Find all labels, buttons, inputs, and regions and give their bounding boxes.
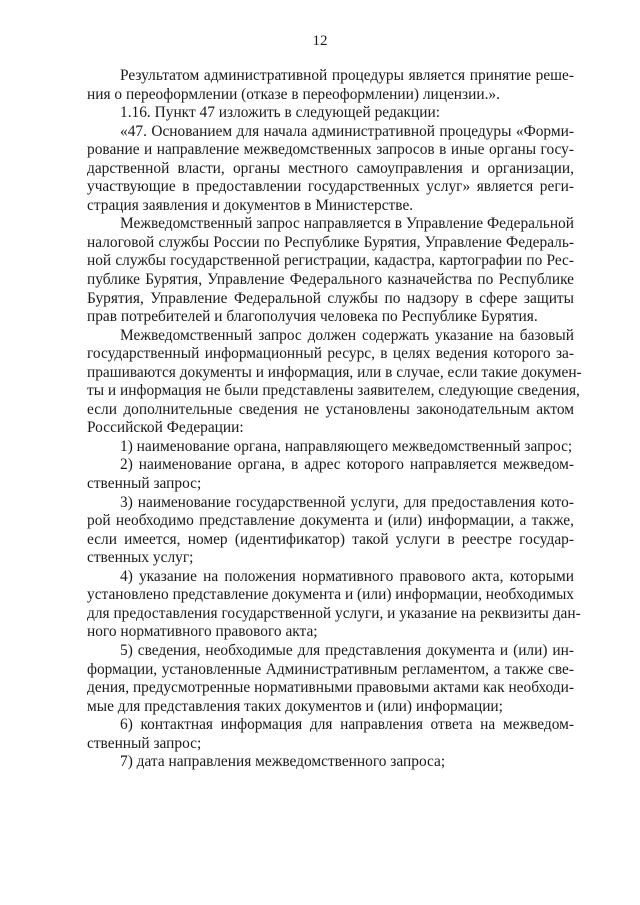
- text-line: установлено представление документа и (или) информации, необходимых: [87, 586, 574, 604]
- text-line: ственный запрос;: [87, 475, 202, 493]
- text-line: Бурятия, Управление Федеральной службы по надзору в сфере защиты: [87, 289, 574, 307]
- text-line: 7) дата направления межведомственного запроса;: [120, 753, 446, 771]
- text-line: 1) наименование органа, направляющего межведомственный запрос;: [120, 437, 573, 455]
- text-line: если имеется, номер (идентификатор) такой услуги в реестре государ-: [87, 530, 574, 548]
- text-line: формации, установленные Административным регламентом, а также све-: [87, 660, 574, 678]
- paragraph: [87, 716, 574, 753]
- text-line: ного нормативного правового акта;: [87, 623, 318, 641]
- body-text: [87, 67, 582, 772]
- text-line: дения, предусмотренные нормативными правовыми актами как необходи-: [87, 679, 574, 697]
- paragraph: [87, 215, 574, 326]
- text-line: 5) сведения, необходимые для представления документа и (или) ин-: [120, 641, 574, 659]
- text-line: 1.16. Пункт 47 изложить в следующей редакции:: [120, 104, 441, 122]
- text-line: ственных услуг;: [87, 549, 194, 567]
- text-line: прашиваются документы и информация, или в случае, если такие докумен-: [87, 363, 582, 381]
- text-line: ты и информация не были представлены заявителем, следующие сведения,: [87, 382, 580, 400]
- paragraph: [87, 438, 574, 457]
- text-line: 4) указание на положения нормативного правового акта, которыми: [120, 567, 574, 585]
- paragraph: [87, 326, 582, 438]
- page-number: 12: [312, 33, 328, 49]
- text-line: мые для представления таких документов и (или) информации;: [87, 697, 503, 715]
- paragraph: [87, 456, 574, 493]
- text-line: страция заявления и документов в Министерстве.: [87, 196, 414, 214]
- text-line: ной службы государственной регистрации, кадастра, картографии по Рес-: [87, 252, 574, 270]
- paragraph: [87, 104, 574, 123]
- text-line: если дополнительные сведения не установлены законодательным актом: [87, 400, 574, 418]
- paragraph: [87, 67, 574, 104]
- text-line: государственный информационный ресурс, в целях ведения которого за-: [87, 345, 574, 363]
- text-line: Межведомственный запрос должен содержать указание на базовый: [120, 326, 574, 344]
- text-line: 3) наименование государственной услуги, для предоставления кото-: [120, 493, 574, 511]
- paragraph: [87, 494, 574, 568]
- paragraph: [87, 753, 574, 772]
- text-line: Межведомственный запрос направляется в Управление Федеральной: [120, 215, 574, 233]
- text-line: «47. Основанием для начала административной процедуры «Форми-: [120, 122, 574, 140]
- text-line: для предоставления государственной услуги, и указание на реквизиты дан-: [87, 604, 581, 622]
- text-line: дарственной власти, органы местного самоуправления и организации,: [87, 159, 574, 177]
- paragraph: [87, 642, 574, 716]
- text-line: рой необходимо представление документа и (или) информации, а также,: [87, 512, 574, 530]
- text-line: участвующие в предоставлении государственных услуг» является реги-: [87, 178, 574, 196]
- text-line: Результатом административной процедуры является принятие реше-: [120, 67, 574, 84]
- text-line: прав потребителей и благополучия человека по Республике Бурятия.: [87, 308, 538, 326]
- paragraph: [87, 123, 574, 216]
- text-line: Российской Федерации:: [87, 419, 244, 437]
- text-line: 6) контактная информация для направления ответа на межведом-: [120, 716, 574, 734]
- text-line: налоговой службы России по Республике Бурятия, Управление Федераль-: [87, 233, 574, 251]
- paragraph: [87, 567, 581, 642]
- text-line: публике Бурятия, Управление Федерального казначейства по Республике: [87, 271, 574, 289]
- text-line: рование и направление межведомственных запросов в иные органы госу-: [87, 141, 574, 159]
- text-line: ния о переоформлении (отказе в переоформлении) лицензии.».: [87, 85, 500, 103]
- text-line: ственный запрос;: [87, 734, 202, 752]
- text-line: 2) наименование органа, в адрес которого направляется межведом-: [120, 456, 574, 474]
